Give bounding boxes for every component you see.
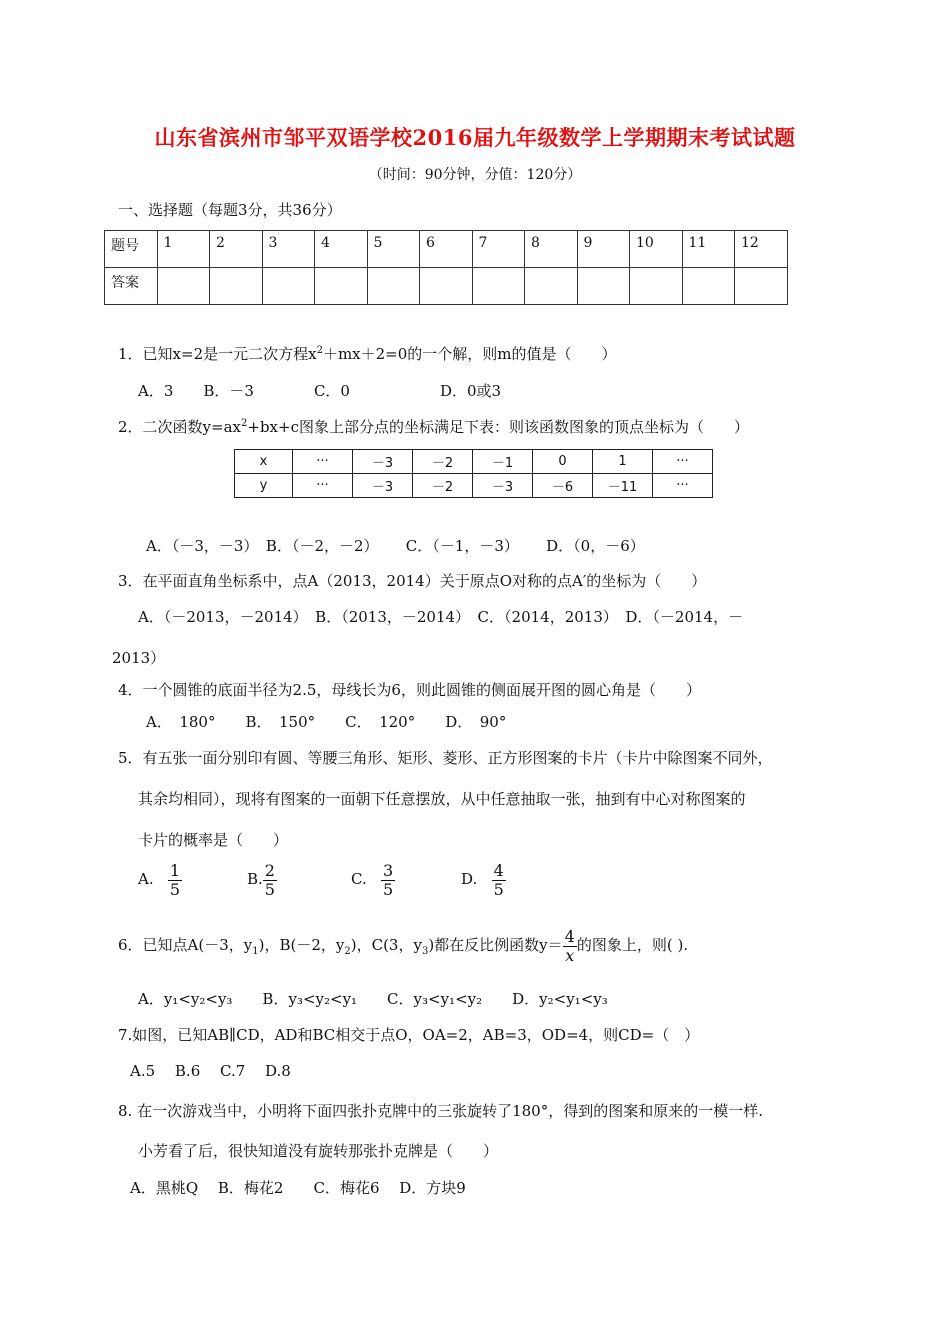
question-5-line-3: 卡片的概率是（ ） <box>138 831 289 849</box>
answer-cell[interactable] <box>157 268 210 305</box>
question-7-options: A.5 B.6 C.7 D.8 <box>130 1062 291 1080</box>
answer-cell[interactable] <box>735 268 788 305</box>
question-6-stem: 6．已知点A(－3，$y_1$)，B(－2，$y_2$)，C(3，$y_3$)都在反比例函数y＝ $\frac{4}{x}$ 的图象上，则( ). <box>118 927 689 965</box>
question-3-options-wrap: 2013） <box>112 649 166 667</box>
answer-cell[interactable] <box>367 268 420 305</box>
question-2-options: A．（－3，－3） B．（－2，－2） C．（－1，－3） D．（0，－6） <box>146 537 645 555</box>
table-row <box>235 474 713 498</box>
table-cell: 1 <box>593 450 653 474</box>
table-cell: －3 <box>473 474 533 498</box>
table-cell: －6 <box>533 474 593 498</box>
answer-cell[interactable] <box>630 268 683 305</box>
question-1-stem: 1．已知x=2是一元二次方程$x^2+mx+2=0$的一个解，则m的值是（ ） <box>118 345 617 363</box>
question-number: 3 <box>262 231 315 268</box>
question-8-line-1: 8. 在一次游戏当中，小明将下面四张扑克牌中的三张旋转了180°，得到的图案和原来的一模一样. <box>118 1102 763 1120</box>
question-4-stem: 4．一个圆锥的底面半径为2.5，母线长为6，则此圆锥的侧面展开图的圆心角是（ ） <box>118 681 701 699</box>
question-8-line-2: 小芳看了后，很快知道没有旋转那张扑克牌是（ ） <box>138 1142 499 1160</box>
question-5-line-1: 5．有五张一面分别印有圆、等腰三角形、矩形、菱形、正方形图案的卡片（卡片中除图案不同外， <box>118 749 773 767</box>
table-cell: 0 <box>533 450 593 474</box>
table-cell: ··· <box>653 474 713 498</box>
fraction: $\frac{4}{5}$ <box>493 861 504 899</box>
section-heading: 一、选择题（每题3分，共36分） <box>118 201 342 219</box>
answer-cell[interactable] <box>210 268 263 305</box>
question-number: 2 <box>210 231 263 268</box>
question-8-options: A．黑桃Q B．梅花2 C．梅花6 D．方块9 <box>130 1179 466 1197</box>
question-number: 7 <box>472 231 525 268</box>
answer-cell[interactable] <box>577 268 630 305</box>
question-number: 6 <box>420 231 473 268</box>
question-5-option-c: C. $\frac{3}{5}$ <box>351 861 394 899</box>
question-4-options: A． 180° B． 150° C． 120° D． 90° <box>146 713 507 731</box>
page-title: 山东省滨州市邹平双语学校2016届九年级数学上学期期末考试试题 <box>154 125 796 150</box>
question-number: 8 <box>525 231 578 268</box>
question-number: 10 <box>630 231 683 268</box>
answer-cell[interactable] <box>472 268 525 305</box>
question-5-option-a: A. $\frac{1}{5}$ <box>138 861 181 899</box>
answer-table <box>104 230 788 305</box>
question-5-option-d: D. $\frac{4}{5}$ <box>461 861 504 899</box>
table-row <box>105 268 788 305</box>
question-7-stem: 7.如图，已知AB∥CD，AD和BC相交于点O，OA=2，AB=3，OD=4，则CD=（ ） <box>118 1026 700 1044</box>
fraction: $\frac{3}{5}$ <box>383 861 394 899</box>
table-row <box>235 450 713 474</box>
question-5-option-b: B. $\frac{2}{5}$ <box>247 861 275 899</box>
answer-cell[interactable] <box>262 268 315 305</box>
table-cell: ··· <box>293 450 353 474</box>
question-number: 9 <box>577 231 630 268</box>
table-cell: y <box>235 474 293 498</box>
fraction: $\frac{1}{5}$ <box>169 861 181 899</box>
table-cell: ··· <box>293 474 353 498</box>
fraction: $\frac{2}{5}$ <box>264 861 275 899</box>
question-6-options: A．y₁<y₂<y₃ B．y₃<y₂<y₁ C．y₃<y₁<y₂ D．y₂<y₁<y₃ <box>138 990 608 1008</box>
table-cell: x <box>235 450 293 474</box>
table-cell: －1 <box>473 450 533 474</box>
answer-cell[interactable] <box>315 268 368 305</box>
xy-value-table <box>234 449 713 498</box>
question-number: 11 <box>682 231 735 268</box>
question-3-stem: 3．在平面直角坐标系中，点A（2013，2014）关于原点O对称的点A′的坐标为（ ） <box>118 572 707 590</box>
question-number: 12 <box>735 231 788 268</box>
question-2-stem: 2．二次函数$y=ax^2+bx+c$图象上部分点的坐标满足下表：则该函数图象的顶点坐标为（ ） <box>118 418 749 436</box>
answer-cell[interactable] <box>682 268 735 305</box>
question-1-options: A．3 B．－3 C．0 D．0或3 <box>138 382 502 400</box>
row-label: 答案 <box>105 268 158 305</box>
table-cell: ··· <box>653 450 713 474</box>
question-number: 5 <box>367 231 420 268</box>
question-3-options: A．（－2013，－2014） B．（2013，－2014） C．（2014，2013） D．（－2014，－ <box>138 608 744 626</box>
table-cell: －2 <box>413 450 473 474</box>
row-label: 题号 <box>105 231 158 268</box>
question-number: 1 <box>157 231 210 268</box>
exam-info: （时间：90分钟，分值：120分） <box>368 167 582 183</box>
table-row <box>105 231 788 268</box>
answer-cell[interactable] <box>420 268 473 305</box>
question-5-line-2: 其余均相同），现将有图案的一面朝下任意摆放，从中任意抽取一张，抽到有中心对称图案的 <box>138 790 746 808</box>
table-cell: －3 <box>353 474 413 498</box>
answer-cell[interactable] <box>525 268 578 305</box>
table-cell: －11 <box>593 474 653 498</box>
question-number: 4 <box>315 231 368 268</box>
table-cell: －2 <box>413 474 473 498</box>
fraction: $\frac{4}{x}$ <box>564 927 575 965</box>
table-cell: －3 <box>353 450 413 474</box>
